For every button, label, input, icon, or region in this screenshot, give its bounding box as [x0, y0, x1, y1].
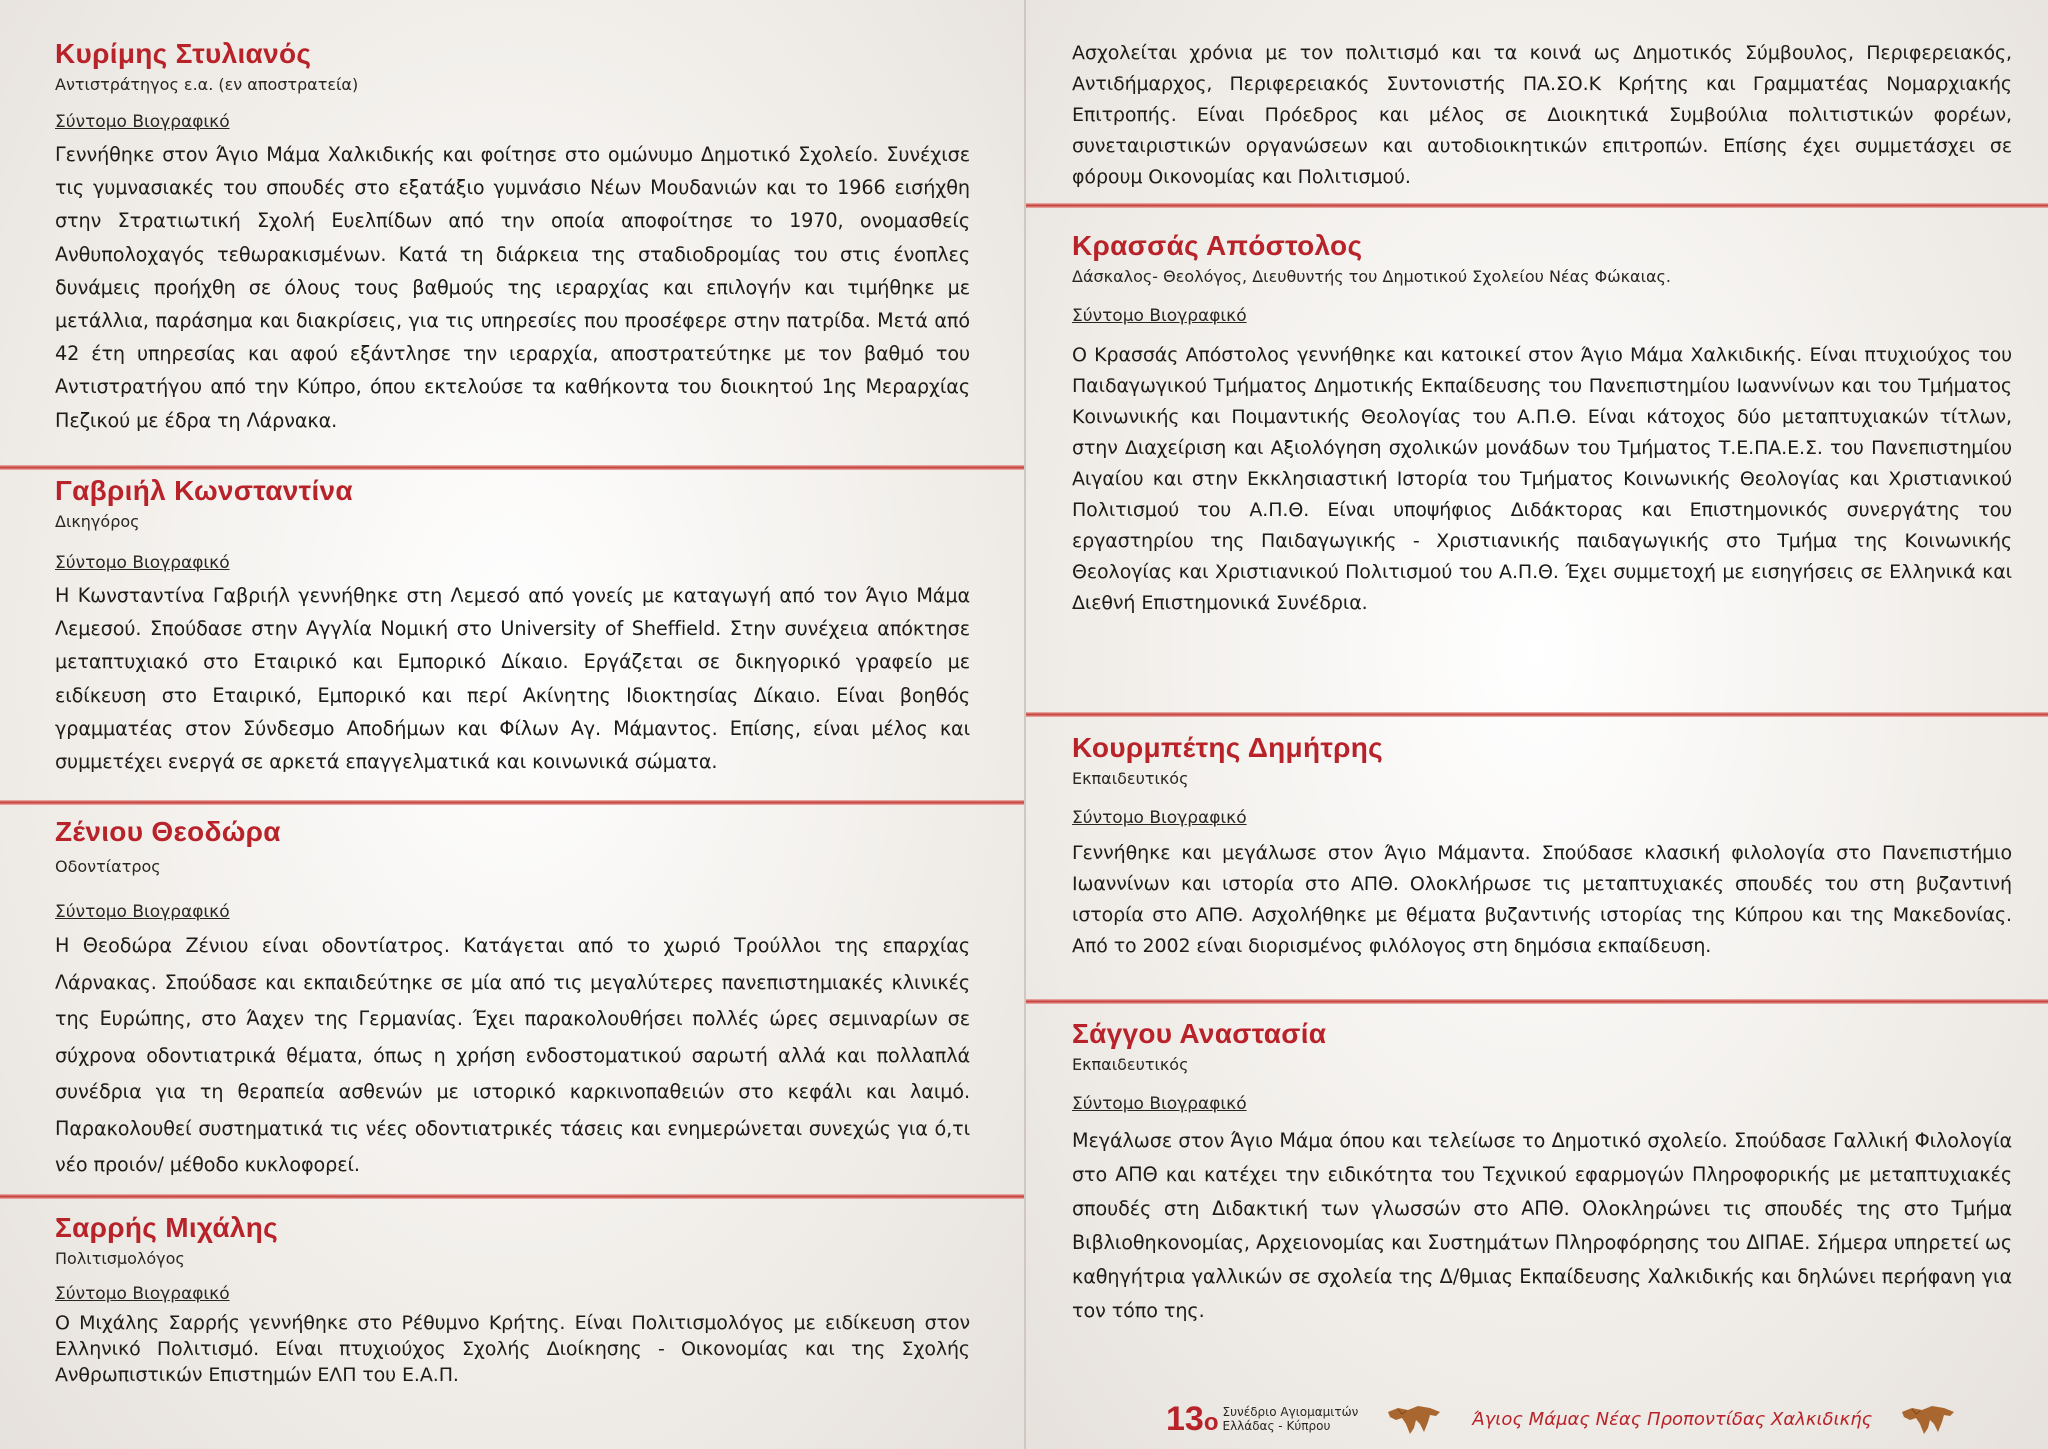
bio-role: Οδοντίατρος	[55, 857, 161, 876]
bio-name: Κρασσάς Απόστολος	[1072, 230, 1363, 261]
bio-kourmpetis	[1072, 730, 2012, 962]
conference-line1: Συνέδριο Αγιομαμιτών	[1222, 1405, 1359, 1419]
section-divider	[0, 465, 1024, 470]
bio-text: Η Κωνσταντίνα Γαβριήλ γεννήθηκε στη Λεμεσό από γονείς με καταγωγή από τον Άγιο Μάμα Λεμεσού. Σπούδασε στην Αγγλία Νομική στο University of Sheffield. Στην συνέχεια απόκτησε μεταπτυχιακό στο Εταιρικό και Εμπορικό Δίκαιο. Εργάζεται σε δικηγορικό γραφείο με ειδίκευση στο Εταιρικό, Εμπορικό και περί Ακίνητης Ιδιοκτησίας Δίκαιο. Είναι βοηθός γραμματέας στον Σύνδεσμο Αποδήμων και Φίλων Αγ. Μάμαντος. Επίσης, είναι μέλος και συμμετέχει ενεργά σε αρκετά επαγγελματικά και κοινωνικά σώματα.	[55, 584, 970, 774]
bio-text: Μεγάλωσε στον Άγιο Μάμα όπου και τελείωσε το Δημοτικό σχολείο. Σπούδασε Γαλλική Φιλολογία στο ΑΠΘ και κατέχει την ειδικότητα του Τεχνικού εφαρμογών Πληροφορικής με μεταπτυχιακές σπουδές στη Διδακτική των γλωσσών στο ΑΠΘ. Ολοκληρώνει τις σπουδές της στο Τμήμα Βιβλιοθηκονομίας, Αρχειονομίας και Συστημάτων Πληροφόρησης του ΔΙΠΑΕ. Σήμερα υπηρετεί ως καθηγήτρια γαλλικών σε σχολεία της Δ/θμιας Εκπαίδευσης Χαλκιδικής και δηλώνει περήφανη για τον τόπο της.	[1072, 1129, 2012, 1322]
section-divider	[1026, 712, 2048, 717]
bio-role: Αντιστράτηγος ε.α. (εν αποστρατεία)	[55, 75, 359, 94]
conference-suffix: ο	[1203, 1408, 1219, 1436]
bio-sarris	[55, 1210, 970, 1388]
bio-heading: Σύντομο Βιογραφικό	[55, 902, 230, 922]
right-page	[1024, 0, 2048, 1449]
conference-label	[1223, 1405, 1359, 1433]
chalkidiki-map-icon-2	[1898, 1402, 1960, 1436]
section-divider	[0, 800, 1024, 805]
bio-sarris-continued	[1072, 38, 2012, 193]
bio-role: Δικηγόρος	[55, 512, 140, 531]
bio-role: Δάσκαλος- Θεολόγος, Διευθυντής του Δημοτικού Σχολείου Νέας Φώκαιας.	[1072, 267, 1672, 286]
bio-heading: Σύντομο Βιογραφικό	[55, 1284, 230, 1304]
bio-heading: Σύντομο Βιογραφικό	[55, 553, 230, 573]
footer	[1026, 1389, 2048, 1449]
section-divider	[1026, 203, 2048, 208]
bio-role: Πολιτισμολόγος	[55, 1249, 185, 1268]
conference-logo	[1166, 1400, 1358, 1439]
bio-name: Κυρίμης Στυλιανός	[55, 38, 312, 69]
bio-name: Σάγγου Αναστασία	[1072, 1018, 1327, 1049]
bio-zeniou	[55, 814, 970, 1184]
bio-role: Εκπαιδευτικός	[1072, 769, 1189, 788]
bio-text: Γεννήθηκε και μεγάλωσε στον Άγιο Μάμαντα. Σπούδασε κλασική φιλολογία στο Πανεπιστήμιο Ιωαννίνων και ιστορία στο ΑΠΘ. Ολοκλήρωσε τις μεταπτυχιακές σπουδές του στη βυζαντινή ιστορία στο ΑΠΘ. Ασχολήθηκε με θέματα βυζαντινής ιστορίας της Κύπρου και της Μακεδονίας. Από το 2002 είναι διορισμένος φιλόλογος στη δημόσια εκπαίδευση.	[1072, 842, 2012, 957]
bio-text: Ο Μιχάλης Σαρρής γεννήθηκε στο Ρέθυμνο Κρήτης. Είναι Πολιτισμολόγος με ειδίκευση στον Ελληνικό Πολιτισμό. Είναι πτυχιούχος Σχολής Διοίκησης - Οικονομίας και της Σχολής Ανθρωπιστικών Επιστημών ΕΛΠ του Ε.Α.Π.	[55, 1312, 970, 1386]
bio-text: Ο Κρασσάς Απόστολος γεννήθηκε και κατοικεί στον Άγιο Μάμα Χαλκιδικής. Είναι πτυχιούχος του Παιδαγωγικού Τμήματος Δημοτικής Εκπαίδευσης του Πανεπιστημίου Ιωαννίνων και του Τμήματος Κοινωνικής και Ποιμαντικής Θεολογίας του Α.Π.Θ. Είναι κάτοχος δύο μεταπτυχιακών τίτλων, στην Διαχείριση και Αξιολόγηση σχολικών μονάδων του Τμήματος Τ.Ε.ΠΑ.Ε.Σ. του Πανεπιστημίου Αιγαίου και στην Εκκλησιαστική Ιστορία του Τμήματος Κοινωνικής Θεολογίας και Χριστιανικού Πολιτισμού του Α.Π.Θ. Είναι υποψήφιος Διδάκτορας και Επιστημονικός συνεργάτης του εργαστηρίου της Παιδαγωγικής - Χριστιανικής παιδαγωγικής στο Τμήμα της Κοινωνικής Θεολογίας και Χριστιανικού Πολιτισμού του Α.Π.Θ. Έχει συμμετοχή με εισηγήσεις σε Ελληνικά και Διεθνή Επιστημονικά Συνέδρια.	[1072, 344, 2012, 614]
bio-text-continued: Ασχολείται χρόνια με τον πολιτισμό και τα κοινά ως Δημοτικός Σύμβουλος, Περιφερειακός, Αντιδήμαρχος, Περιφερειακός Συντονιστής ΠΑ.ΣΟ.Κ Κρήτης και Γραμματέας Νομαρχιακής Επιτροπής. Είναι Πρόεδρος και μέλος σε Διοικητικά Συμβούλια πολιτιστικών φορέων, συνεταιριστικών οργανώσεων και αυτοδιοικητικών επιτροπών. Επίσης έχει συμμετάσχει σε φόρουμ Οικονομίας και Πολιτισμού.	[1072, 42, 2012, 188]
conference-number: 13	[1166, 1399, 1204, 1438]
bio-name: Κουρμπέτης Δημήτρης	[1072, 732, 1384, 763]
bio-krassas	[1072, 228, 2012, 619]
bio-heading: Σύντομο Βιογραφικό	[1072, 808, 1247, 828]
bio-saggou	[1072, 1016, 2012, 1328]
bio-gavriil	[55, 473, 970, 778]
bio-heading: Σύντομο Βιογραφικό	[55, 112, 230, 132]
bio-text: Γεννήθηκε στον Άγιο Μάμα Χαλκιδικής και φοίτησε στο ομώνυμο Δημοτικό Σχολείο. Συνέχισε τις γυμνασιακές του σπουδές στο εξατάξιο γυμνάσιο Νέων Μουδανιών και το 1966 εισήχθη στην Στρατιωτική Σχολή Ευελπίδων από την οποία αποφοίτησε το 1970, ονομασθείς Ανθυπολοχαγός τεθωρακισμένων. Κατά τη διάρκεια της σταδιοδρομίας του στις ένοπλες δυνάμεις προήχθη σε όλους τους βαθμούς της ιεραρχίας και επιλογήν και τιμήθηκε με μετάλλια, παράσημα και διακρίσεις, για τις υπηρεσίες που προσέφερε στην πατρίδα. Μετά από 42 έτη υπηρεσίας και αφού εξάντλησε την ιεραρχία, αποστρατεύτηκε με τον βαθμό του Αντιστρατήγου από την Κύπρο, όπου εκτελούσε τα καθήκοντα του διοικητού 1ης Μεραρχίας Πεζικού με έδρα τη Λάρνακα.	[55, 143, 970, 432]
bio-name: Σαρρής Μιχάλης	[55, 1212, 278, 1243]
bio-heading: Σύντομο Βιογραφικό	[1072, 306, 1247, 326]
chalkidiki-map-icon	[1384, 1402, 1446, 1436]
bio-name: Γαβριήλ Κωνσταντίνα	[55, 475, 353, 506]
conference-line2: Ελλάδας - Κύπρου	[1222, 1419, 1331, 1433]
bio-kyrimis	[55, 36, 970, 437]
bio-role: Εκπαιδευτικός	[1072, 1055, 1189, 1074]
bio-text: Η Θεοδώρα Ζένιου είναι οδοντίατρος. Κατάγεται από το χωριό Τρούλλοι της επαρχίας Λάρνακας. Σπούδασε και εκπαιδεύτηκε σε μία από τις μεγαλύτερες πανεπιστημιακές κλινικές της Ευρώπης, στο Άαχεν της Γερμανίας. Έχει παρακολουθήσει πολλές ώρες σεμιναρίων σε σύχρονα οδοντιατρικά θέματα, όπως η χρήση ενδοστοματικού σαρωτή αλλά και πολλαπλά συνέδρια για τη θεραπεία ασθενών με ιστορικό καρκινοπαθειών στο κεφάλι και λαιμό. Παρακολουθεί συστηματικά τις νέες οδοντιατρικές τάσεις και ενημερώνεται συνεχώς για ό,τι νέο προιόν/ μέθοδο κυκλοφορεί.	[55, 934, 970, 1176]
bio-heading: Σύντομο Βιογραφικό	[1072, 1094, 1247, 1114]
section-divider	[1026, 999, 2048, 1004]
section-divider	[0, 1194, 1024, 1199]
bio-name: Ζένιου Θεοδώρα	[55, 816, 281, 847]
place-name: Άγιος Μάμας Νέας Προποντίδας Χαλκιδικής	[1472, 1408, 1873, 1430]
